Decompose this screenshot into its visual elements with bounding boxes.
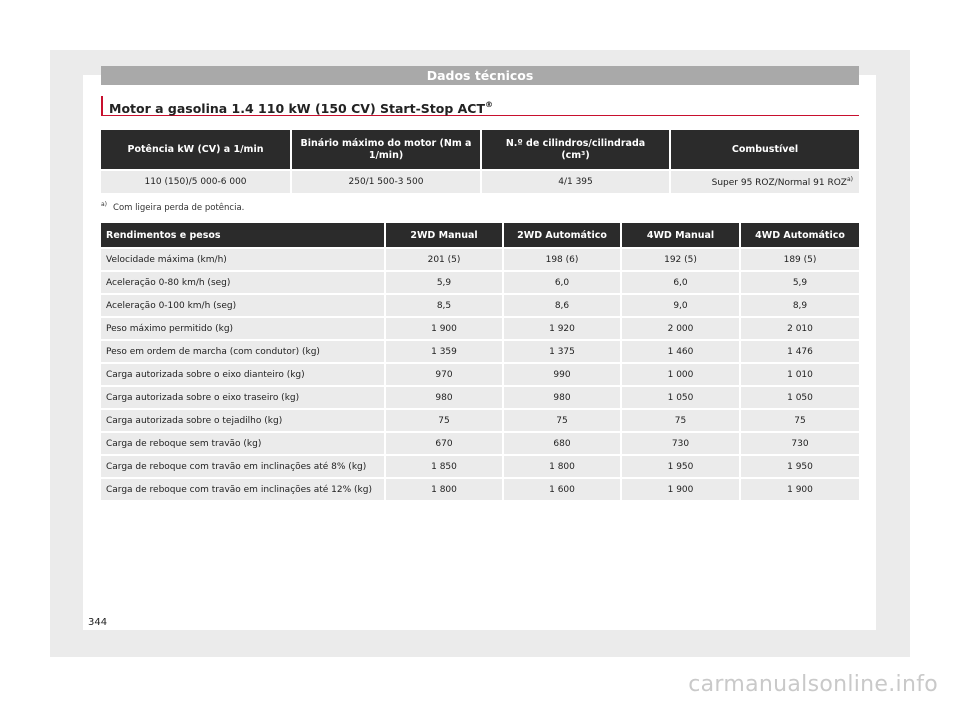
- performance-weights-table: [101, 223, 859, 500]
- engine-spec-table: [101, 130, 859, 193]
- table-cell: 5,9: [385, 271, 503, 294]
- table-row: [101, 455, 859, 478]
- table-cell: 1 476: [740, 340, 859, 363]
- table-cell: 980: [385, 386, 503, 409]
- table-cell: 970: [385, 363, 503, 386]
- table-cell: 6,0: [503, 271, 621, 294]
- perf-header-2: 2WD Automático: [503, 223, 621, 248]
- spec-cell-cylinders: 4/1 395: [481, 170, 670, 193]
- table-cell: 2 000: [621, 317, 740, 340]
- table-cell: 1 800: [503, 455, 621, 478]
- spec-row: [101, 170, 859, 193]
- table-cell: 8,6: [503, 294, 621, 317]
- table-cell: 75: [385, 409, 503, 432]
- section-title: Dados técnicos: [101, 66, 859, 85]
- table-cell: 1 010: [740, 363, 859, 386]
- perf-header-0: Rendimentos e pesos: [101, 223, 385, 248]
- table-cell: 1 050: [740, 386, 859, 409]
- table-cell: 1 950: [621, 455, 740, 478]
- table-cell: 1 800: [385, 478, 503, 500]
- table-cell: 192 (5): [621, 248, 740, 271]
- table-row: [101, 432, 859, 455]
- table-cell: 990: [503, 363, 621, 386]
- table-cell: 8,9: [740, 294, 859, 317]
- perf-header-3: 4WD Manual: [621, 223, 740, 248]
- perf-header-row: [101, 223, 859, 248]
- row-label: Carga autorizada sobre o tejadilho (kg): [101, 409, 385, 432]
- table-row: [101, 294, 859, 317]
- row-label: Aceleração 0-100 km/h (seg): [101, 294, 385, 317]
- spec-cell-fuel: [670, 170, 859, 193]
- table-cell: 1 900: [740, 478, 859, 500]
- perf-header-4: 4WD Automático: [740, 223, 859, 248]
- row-label: Velocidade máxima (km/h): [101, 248, 385, 271]
- table-cell: 201 (5): [385, 248, 503, 271]
- engine-heading: [101, 96, 859, 116]
- footnote: [101, 201, 244, 213]
- table-cell: 1 460: [621, 340, 740, 363]
- spec-header-cylinders: N.º de cilindros/cilindrada (cm³): [481, 130, 670, 170]
- table-cell: 1 375: [503, 340, 621, 363]
- row-label: Carga autorizada sobre o eixo traseiro (kg): [101, 386, 385, 409]
- table-row: [101, 478, 859, 500]
- table-cell: 1 950: [740, 455, 859, 478]
- table-row: [101, 340, 859, 363]
- table-cell: 1 850: [385, 455, 503, 478]
- table-cell: 1 900: [385, 317, 503, 340]
- table-cell: 1 900: [621, 478, 740, 500]
- table-row: [101, 317, 859, 340]
- footnote-text: Com ligeira perda de potência.: [113, 203, 245, 213]
- table-cell: 75: [503, 409, 621, 432]
- page-number: 344: [88, 617, 108, 628]
- spec-cell-torque: 250/1 500-3 500: [291, 170, 481, 193]
- table-cell: 6,0: [621, 271, 740, 294]
- table-cell: 1 050: [621, 386, 740, 409]
- table-cell: 730: [740, 432, 859, 455]
- perf-header-1: 2WD Manual: [385, 223, 503, 248]
- row-label: Carga autorizada sobre o eixo dianteiro (kg): [101, 363, 385, 386]
- table-cell: 1 920: [503, 317, 621, 340]
- table-cell: 2 010: [740, 317, 859, 340]
- table-cell: 1 359: [385, 340, 503, 363]
- spec-header-torque: Binário máximo do motor (Nm a 1/min): [291, 130, 481, 170]
- row-label: Peso em ordem de marcha (com condutor) (kg): [101, 340, 385, 363]
- spec-header-fuel: Combustível: [670, 130, 859, 170]
- spec-header-row: [101, 130, 859, 170]
- table-cell: 75: [740, 409, 859, 432]
- registered-mark: ®: [485, 100, 494, 109]
- table-cell: 1 600: [503, 478, 621, 500]
- footnote-marker: a): [101, 201, 108, 208]
- table-cell: 1 000: [621, 363, 740, 386]
- watermark: carmanualsonline.info: [688, 672, 938, 697]
- engine-heading-text: Motor a gasolina 1.4 110 kW (150 CV) Start-Stop ACT: [109, 101, 486, 116]
- table-cell: 980: [503, 386, 621, 409]
- spec-header-power: Potência kW (CV) a 1/min: [101, 130, 291, 170]
- table-row: [101, 409, 859, 432]
- table-cell: 9,0: [621, 294, 740, 317]
- row-label: Aceleração 0-80 km/h (seg): [101, 271, 385, 294]
- table-row: [101, 386, 859, 409]
- table-row: [101, 363, 859, 386]
- table-cell: 680: [503, 432, 621, 455]
- table-cell: 5,9: [740, 271, 859, 294]
- row-label: Carga de reboque com travão em inclinações até 8% (kg): [101, 455, 385, 478]
- table-row: [101, 271, 859, 294]
- table-cell: 730: [621, 432, 740, 455]
- row-label: Carga de reboque com travão em inclinações até 12% (kg): [101, 478, 385, 500]
- table-cell: 189 (5): [740, 248, 859, 271]
- table-cell: 198 (6): [503, 248, 621, 271]
- table-cell: 8,5: [385, 294, 503, 317]
- spec-cell-power: 110 (150)/5 000-6 000: [101, 170, 291, 193]
- table-cell: 75: [621, 409, 740, 432]
- table-row: [101, 248, 859, 271]
- row-label: Carga de reboque sem travão (kg): [101, 432, 385, 455]
- spec-cell-fuel-text: Super 95 ROZ/Normal 91 ROZ: [711, 178, 847, 188]
- row-label: Peso máximo permitido (kg): [101, 317, 385, 340]
- table-cell: 670: [385, 432, 503, 455]
- spec-footnote-ref: a): [846, 176, 853, 183]
